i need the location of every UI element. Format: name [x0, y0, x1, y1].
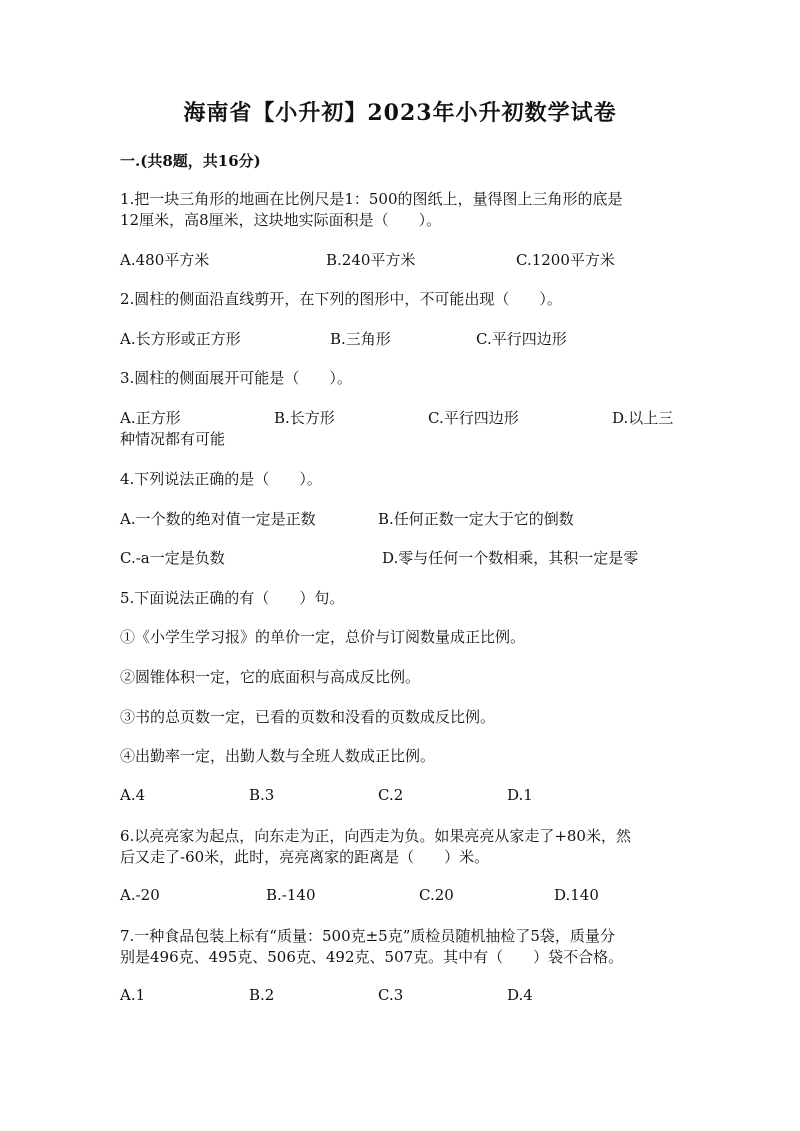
question-3-line-1: 3.圆柱的侧面展开可能是（ ）。 [120, 369, 352, 387]
question-2-option-c: C.平行四边形 [476, 330, 567, 348]
question-7-option-c: C.3 [378, 986, 404, 1004]
question-2-option-b: B.三角形 [330, 330, 391, 348]
question-5-line-1: 5.下面说法正确的有（ ）句。 [120, 589, 345, 607]
question-7-option-d: D.4 [507, 986, 533, 1004]
section-heading: 一.(共8题，共16分) [120, 152, 261, 170]
question-1-line-2: 12厘米，高8厘米，这块地实际面积是（ ）。 [120, 211, 442, 229]
page-title: 海南省【小升初】2023年小升初数学试卷 [183, 100, 617, 126]
question-5-statement-1: ①《小学生学习报》的单价一定，总价与订阅数量成正比例。 [120, 628, 526, 646]
question-6-option-d: D.140 [554, 886, 599, 904]
question-5-statement-3: ③书的总页数一定，已看的页数和没看的页数成反比例。 [120, 708, 496, 726]
question-6-option-c: C.20 [419, 886, 454, 904]
question-2-option-a: A.长方形或正方形 [120, 330, 241, 348]
question-5-statement-4: ④出勤率一定，出勤人数与全班人数成正比例。 [120, 747, 436, 765]
question-5-option-b: B.3 [249, 786, 275, 804]
question-1-option-c: C.1200平方米 [516, 251, 615, 269]
question-5-option-d: D.1 [507, 786, 533, 804]
question-4-option-c: C.-a一定是负数 [120, 549, 225, 567]
question-5-option-c: C.2 [378, 786, 404, 804]
question-6-option-a: A.-20 [120, 886, 160, 904]
question-5-option-a: A.4 [120, 786, 146, 804]
question-4-option-b: B.任何正数一定大于它的倒数 [378, 510, 574, 528]
question-1-option-a: A.480平方米 [120, 251, 210, 269]
question-1-option-b: B.240平方米 [326, 251, 416, 269]
question-3-option-b: B.长方形 [274, 409, 335, 427]
question-6-option-b: B.-140 [266, 886, 316, 904]
question-1-line-1: 1.把一块三角形的地画在比例尺是1：500的图纸上，量得图上三角形的底是 [120, 190, 623, 208]
question-3-option-a: A.正方形 [120, 409, 181, 427]
question-7-option-b: B.2 [249, 986, 275, 1004]
question-3-option-d-continuation: 种情况都有可能 [120, 430, 226, 448]
question-7-line-2: 别是496克、495克、506克、492克、507克。其中有（ ）袋不合格。 [120, 948, 624, 966]
question-2-line-1: 2.圆柱的侧面沿直线剪开，在下列的图形中，不可能出现（ ）。 [120, 290, 562, 308]
question-3-option-c: C.平行四边形 [428, 409, 519, 427]
question-4-option-d: D.零与任何一个数相乘，其积一定是零 [382, 549, 639, 567]
question-4-option-a: A.一个数的绝对值一定是正数 [120, 510, 316, 528]
question-6-line-2: 后又走了-60米，此时，亮亮离家的距离是（ ）米。 [120, 848, 490, 866]
question-4-line-1: 4.下列说法正确的是（ ）。 [120, 470, 322, 488]
question-7-line-1: 7.一种食品包装上标有“质量：500克±5克”质检员随机抽检了5袋，质量分 [120, 927, 615, 945]
question-6-line-1: 6.以亮亮家为起点，向东走为正，向西走为负。如果亮亮从家走了+80米，然 [120, 827, 631, 845]
question-5-statement-2: ②圆锥体积一定，它的底面积与高成反比例。 [120, 668, 421, 686]
question-3-option-d: D.以上三 [612, 409, 674, 427]
question-7-option-a: A.1 [120, 986, 146, 1004]
